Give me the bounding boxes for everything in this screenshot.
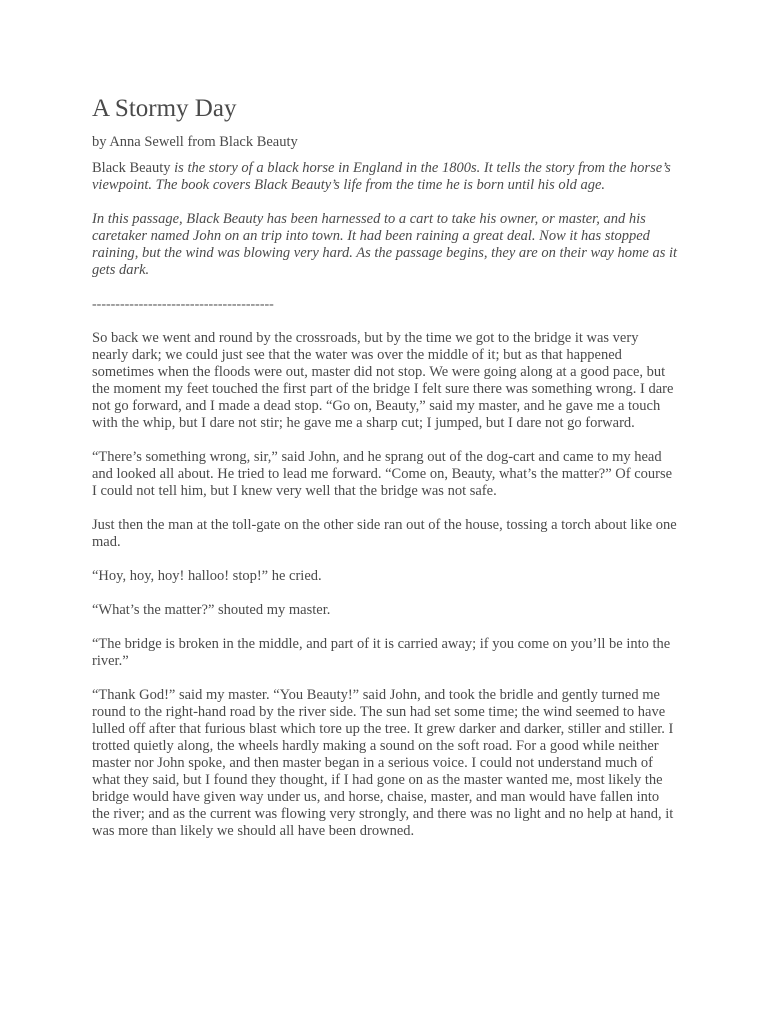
story-paragraph-7: “Thank God!” said my master. “You Beauty!” said John, and took the bridle and gently turned me round to the right-hand road by the river side. The sun had set some time; the wind seemed to have lulled off after that furious blast which tore up the tree. It grew darker and darker, stiller and stiller. I trotted quietly along, the wheels hardly making a sound on the soft road. For a good while neither master nor John spoke, and then master began in a serious voice. I could not understand much of what they said, but I found they thought, if I had gone on as the master wanted me, most likely the bridge would have given way under us, and horse, chaise, master, and man would have fallen into the river; and as the current was flowing very strongly, and there was no light and no help at hand, it was more than likely we should all have been drowned.: [92, 687, 674, 839]
book-title: Black Beauty: [92, 160, 171, 176]
story-paragraph-5: “What’s the matter?” shouted my master.: [92, 602, 331, 618]
document-page: [92, 94, 678, 857]
story-paragraph-3: Just then the man at the toll-gate on the other side ran out of the house, tossing a torch about like one mad.: [92, 517, 677, 550]
setup-paragraph: [92, 211, 678, 279]
intro-text: is the story of a black horse in England in the 1800s. It tells the story from the horse’s viewpoint. The book covers Black Beauty’s life from the time he is born until his old age.: [92, 160, 671, 193]
story-paragraph-4: “Hoy, hoy, hoy! halloo! stop!” he cried.: [92, 568, 322, 584]
document-title: A Stormy Day: [92, 95, 237, 122]
story-paragraph-1: So back we went and round by the crossroads, but by the time we got to the bridge it was very nearly dark; we could just see that the water was over the middle of it; but as that happened sometimes when the floods were out, master did not stop. We were going along at a good pace, but the moment my feet touched the first part of the bridge I felt sure there was something wrong. I dare not go forward, and I made a dead stop. “Go on, Beauty,” said my master, and he gave me a touch with the whip, but I dare not stir; he gave me a sharp cut; I jumped, but I dare not go forward.: [92, 330, 674, 431]
byline: by Anna Sewell from Black Beauty: [92, 134, 298, 150]
separator-line: ---------------------------------------: [92, 297, 274, 312]
story-paragraph-6: “The bridge is broken in the middle, and part of it is carried away; if you come on you’ll be into the river.”: [92, 636, 671, 669]
story-paragraph-2: “There’s something wrong, sir,” said John, and he sprang out of the dog-cart and came to my head and looked all about. He tried to lead me forward. “Come on, Beauty, what’s the matter?” Of course I could not tell him, but I knew very well that the bridge was not safe.: [92, 449, 673, 499]
intro-paragraph: [92, 160, 678, 194]
setup-text: In this passage, Black Beauty has been harnessed to a cart to take his owner, or master, and his caretaker named John on an trip into town. It had been raining a great deal. Now it has stopped raining, but the wind was blowing very hard. As the passage begins, they are on their way home as it gets dark.: [92, 211, 678, 278]
